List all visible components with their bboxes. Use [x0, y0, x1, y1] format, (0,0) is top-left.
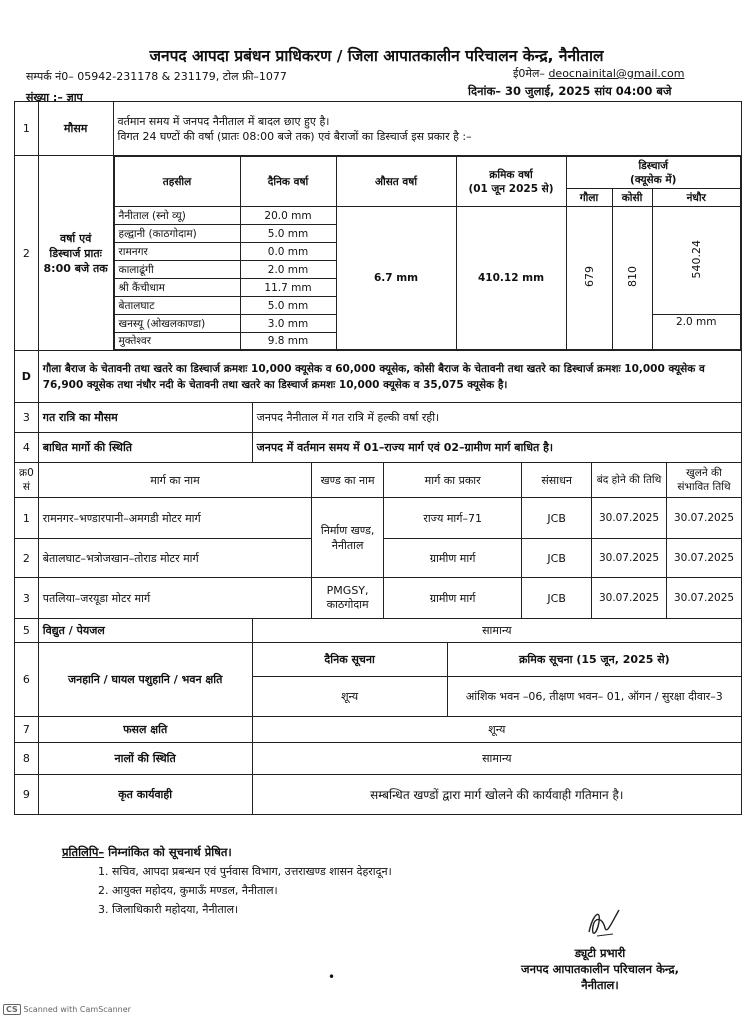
weather-text — [113, 102, 741, 156]
row-num: 8 — [15, 743, 39, 775]
row-label: कृत कार्यवाही — [38, 775, 252, 815]
row-blocked-roads — [15, 433, 742, 463]
road-num: 1 — [15, 498, 39, 539]
row-label: वर्षा एवं डिस्चार्ज प्रातः 8:00 बजे तक — [38, 156, 113, 351]
row-label: गत रात्रि का मौसम — [38, 403, 252, 433]
header-road-name: मार्ग का नाम — [38, 463, 311, 498]
cumulative-info-header: क्रमिक सूचना (15 जून, 2025 से) — [447, 643, 741, 677]
tehsil-rain: 2.0 mm — [240, 261, 336, 279]
signature-icon — [583, 904, 623, 942]
row-label: विद्युत / पेयजल — [38, 619, 252, 643]
signature-block — [480, 945, 720, 993]
tehsil-name: हल्द्वानी (काठगोदाम) — [114, 225, 240, 243]
header-discharge — [566, 157, 740, 189]
header-kosi: कोसी — [612, 189, 652, 207]
cc-list — [98, 862, 392, 919]
header-cumulative-rain — [456, 157, 566, 207]
row-num: 2 — [15, 156, 39, 351]
tehsil-name: खनस्यू (ओखलकाण्डा) — [114, 315, 240, 333]
contact-line: सम्पर्क नं0– 05942-231178 & 231179, टोल फ्री–1077 — [26, 70, 287, 83]
row-barrage-note — [15, 351, 742, 403]
roads-header-row — [15, 463, 742, 498]
header-khand: खण्ड का नाम — [312, 463, 384, 498]
tehsil-name: श्री कैंचीधाम — [114, 279, 240, 297]
header-avg-rain: औसत वर्षा — [336, 157, 456, 207]
scanner-watermark — [3, 1004, 131, 1015]
road-closed-date: 30.07.2025 — [592, 498, 666, 538]
note-mark: D — [15, 351, 39, 403]
road-type: ग्रामीण मार्ग — [384, 539, 522, 578]
blocked-roads-text: जनपद में वर्तमान समय में 01–राज्य मार्ग एवं 02–ग्रामीण मार्ग बाधित है। — [252, 433, 741, 463]
action-value: सम्बन्धित खण्डों द्वारा मार्ग खोलने की कार्यवाही गतिमान है। — [252, 775, 741, 815]
row-weather — [15, 102, 742, 156]
tehsil-rain: 5.0 mm — [240, 225, 336, 243]
cc-item: 2. आयुक्त महोदय, कुमाऊँ मण्डल, नैनीताल। — [98, 884, 278, 897]
cc-heading — [62, 845, 232, 860]
document-date: दिनांक– 30 जुलाई, 2025 सांय 04:00 बजे — [468, 84, 672, 98]
road-name: पतलिया–जरयूडा मोटर मार्ग — [38, 578, 311, 619]
road-open-date: 30.07.2025 — [673, 552, 735, 564]
tehsil-rain: 5.0 mm — [240, 297, 336, 315]
row-num: 7 — [15, 717, 39, 743]
tehsil-name: मुक्तेश्वर — [114, 333, 240, 350]
discharge-sub: (क्यूसेक में) — [630, 173, 677, 186]
road-num: 2 — [15, 539, 39, 578]
cc-title-rest: निम्नांकित को सूचनार्थ प्रेषित। — [104, 845, 232, 859]
daily-info-value: शून्य — [252, 677, 447, 717]
header-resource: संसाधन — [522, 463, 592, 498]
cumulative-info-value: आंशिक भवन –06, तीक्षण भवन– 01, ऑगन / सुरक्षा दीवार–3 — [447, 677, 741, 717]
tehsil-name: बेतालघाट — [114, 297, 240, 315]
road-type: ग्रामीण मार्ग — [384, 578, 522, 619]
stray-mark: • — [328, 970, 336, 984]
email-address[interactable]: deocnainital@gmail.com — [548, 67, 685, 80]
report-table — [14, 101, 742, 815]
last-night-text: जनपद नैनीताल में गत रात्रि में हल्की वर्षा रही। — [252, 403, 741, 433]
barrage-note: गौला बैराज के चेतावनी तथा खतरे का डिस्चार्ज क्रमशः 10,000 क्यूसेक व 60,000 क्यूसेक, कोसी बैराज के चेतावनी तथा खतरे का डिस्चार्ज क्रमशः 10,000 क्यूसेक व 76,900 क्यूसेक तथा नंधौर नदी के चेतावनी तथा खतरे का डिस्चार्ज क्रमशः 10,000 क्यूसेक व 35,075 क्यूसेक है। — [38, 351, 741, 403]
road-khand: PMGSY, काठगोदाम — [312, 578, 384, 619]
scanner-text: Scanned with CamScanner — [23, 1005, 131, 1014]
daily-info-header: दैनिक सूचना — [252, 643, 447, 677]
road-resource: JCB — [522, 539, 592, 578]
tehsil-rain: 20.0 mm — [240, 207, 336, 225]
email-label: ई0मेल– — [513, 67, 545, 80]
row-num: 1 — [15, 102, 39, 156]
row-num: 3 — [15, 403, 39, 433]
row-rain-discharge — [15, 156, 742, 351]
row-label: मौसम — [38, 102, 113, 156]
road-open-date: 30.07.2025 — [673, 512, 735, 524]
weather-line-2: विगत 24 घण्टों की वर्षा (प्रातः 08:00 बजे तक) एवं बैराजों का डिस्चार्ज इस प्रकार है :– — [117, 129, 472, 143]
signatory-place: नैनीताल। — [581, 978, 619, 992]
rain-row — [114, 207, 740, 225]
road-open-date: 30.07.2025 — [673, 592, 735, 604]
row-num: 9 — [15, 775, 39, 815]
row-action — [15, 775, 742, 815]
nandhaur-rain: 2.0 mm — [652, 315, 740, 350]
nandhaur-value: 540.24 — [689, 239, 703, 279]
signatory-office: जनपद आपातकालीन परिचालन केन्द्र, — [521, 962, 679, 976]
header-nandhaur: नंधौर — [652, 189, 740, 207]
tehsil-name: रामनगर — [114, 243, 240, 261]
row-num: 6 — [15, 643, 39, 717]
tehsil-rain: 11.7 mm — [240, 279, 336, 297]
reference-number: संख्या :– ज्ञाप — [26, 91, 83, 104]
rain-table — [114, 156, 741, 350]
row-label: बाधित मार्गो की स्थिति — [38, 433, 252, 463]
scanner-badge: CS — [3, 1004, 21, 1015]
row-damage — [15, 643, 742, 677]
tehsil-name: नैनीताल (स्नो व्यू) — [114, 207, 240, 225]
cc-item: 1. सचिव, आपदा प्रबन्धन एवं पुर्नवास विभाग, उत्तराखण्ड शासन देहरादून। — [98, 865, 392, 878]
road-resource: JCB — [522, 578, 592, 619]
gola-value: 679 — [582, 266, 596, 287]
road-num: 3 — [15, 578, 39, 619]
header-closed-date: बंद होने की तिथि — [592, 463, 666, 497]
road-row — [15, 578, 742, 619]
tehsil-rain: 3.0 mm — [240, 315, 336, 333]
weather-line-1: वर्तमान समय में जनपद नैनीताल में बादल छाए हुए है। — [117, 114, 330, 128]
signatory-title: ड्यूटी प्रभारी — [574, 946, 626, 960]
tehsil-rain: 0.0 mm — [240, 243, 336, 261]
row-label: फसल क्षति — [38, 717, 252, 743]
document-title: जनपद आपदा प्रबंधन प्राधिकरण / जिला आपातकालीन परिचालन केन्द्र, नैनीताल — [149, 47, 604, 65]
header-tehsil: तहसील — [114, 157, 240, 207]
email-line — [513, 66, 684, 81]
crop-loss-value: शून्य — [252, 717, 741, 743]
row-label: जनहानि / घायल पशुहानि / भवन क्षति — [38, 643, 252, 717]
nandhaur-discharge — [652, 207, 740, 315]
gola-discharge — [566, 207, 612, 350]
drains-value: सामान्य — [252, 743, 741, 775]
cc-item: 3. जिलाधिकारी महोदया, नैनीताल। — [98, 903, 239, 916]
road-khand: निर्माण खण्ड, नैनीताल — [312, 498, 384, 578]
kosi-discharge — [612, 207, 652, 350]
row-last-night — [15, 403, 742, 433]
row-label: नालों की स्थिति — [38, 743, 252, 775]
road-name: बेतालघाट–भत्रोजखान–तोराड मोटर मार्ग — [38, 539, 311, 578]
road-row — [15, 498, 742, 539]
road-type: राज्य मार्ग–71 — [384, 498, 522, 539]
road-closed-date: 30.07.2025 — [592, 539, 666, 577]
tehsil-name: कालाढूंगी — [114, 261, 240, 279]
tehsil-rain: 9.8 mm — [240, 333, 336, 350]
header-road-type: मार्ग का प्रकार — [384, 463, 522, 498]
cumulative-rain-value: 410.12 mm — [456, 207, 566, 350]
cc-title: प्रतिलिपि– — [62, 845, 105, 859]
road-closed-date: 30.07.2025 — [592, 578, 666, 618]
row-num: 5 — [15, 619, 39, 643]
discharge-title: डिस्चार्ज — [638, 159, 669, 172]
kosi-value: 810 — [625, 266, 639, 287]
cumulative-sub: (01 जून 2025 से) — [468, 182, 554, 195]
row-crop-loss — [15, 717, 742, 743]
row-power-water — [15, 619, 742, 643]
power-water-value: सामान्य — [252, 619, 741, 643]
header-gola: गौला — [566, 189, 612, 207]
header-serial: क्र0 सं — [15, 463, 39, 498]
row-num: 4 — [15, 433, 39, 463]
cumulative-title: क्रमिक वर्षा — [489, 168, 533, 181]
road-name: रामनगर–भण्डारपानी–अमगडी मोटर मार्ग — [38, 498, 311, 539]
header-daily-rain: दैनिक वर्षा — [240, 157, 336, 207]
avg-rain-value: 6.7 mm — [336, 207, 456, 350]
road-resource: JCB — [522, 498, 592, 539]
row-drains — [15, 743, 742, 775]
header-open-date: खुलने की संभावित तिथि — [677, 467, 731, 493]
